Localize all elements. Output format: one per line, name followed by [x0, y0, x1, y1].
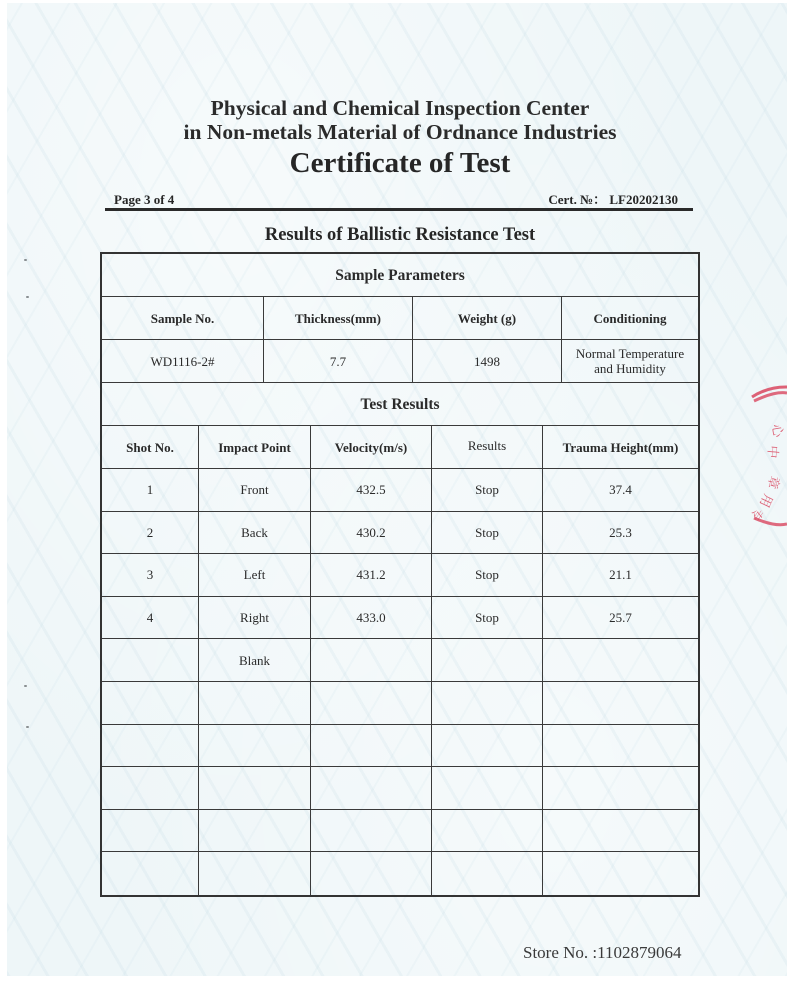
velocity-cell: 430.2 — [310, 512, 431, 554]
shot-no-cell: 3 — [146, 567, 154, 583]
result-cell — [431, 852, 542, 895]
svg-text:中: 中 — [763, 444, 780, 459]
sample-no-value: WD1116-2# — [150, 353, 215, 369]
result-row — [102, 852, 698, 895]
org-name-line1: Physical and Chemical Inspection Center — [210, 96, 590, 120]
header-conditioning: Conditioning — [561, 297, 698, 339]
result-row — [102, 810, 698, 853]
speck — [26, 726, 29, 728]
shot-no-cell: 4 — [146, 610, 154, 626]
header-velocity: Velocity(m/s) — [310, 426, 431, 468]
shot-no-cell — [102, 852, 198, 895]
header-impact-point: Impact Point — [198, 426, 310, 468]
svg-text:心: 心 — [768, 423, 786, 439]
conditioning-line2: and Humidity — [594, 361, 666, 376]
impact-point-cell — [198, 725, 310, 767]
results-table — [100, 252, 700, 897]
header-shot-no: Shot No. — [126, 439, 174, 455]
result-cell: Stop — [431, 469, 542, 511]
velocity-cell — [310, 682, 431, 724]
result-cell: Stop — [431, 554, 542, 596]
trauma-height-cell — [542, 725, 698, 767]
shot-no-cell — [102, 767, 198, 809]
test-results-title-row — [102, 383, 698, 426]
section-title: Results of Ballistic Resistance Test — [264, 225, 536, 245]
page-number: Page 3 of 4 — [114, 192, 175, 207]
result-cell — [431, 725, 542, 767]
trauma-height-cell — [542, 767, 698, 809]
header-rule — [105, 208, 693, 211]
result-row — [102, 682, 698, 725]
velocity-cell: 431.2 — [310, 554, 431, 596]
impact-point-cell — [198, 682, 310, 724]
impact-point-cell: Blank — [198, 639, 310, 681]
sample-parameters-title: Sample Parameters — [335, 266, 465, 284]
header-weight: Weight (g) — [412, 297, 561, 339]
org-name-line2: in Non-metals Material of Ordnance Industries — [183, 120, 617, 144]
header-thickness: Thickness(mm) — [263, 297, 412, 339]
result-cell — [431, 682, 542, 724]
result-cell: Stop — [431, 512, 542, 554]
result-cell — [431, 810, 542, 852]
shot-no-cell: 2 — [146, 524, 154, 540]
header-trauma-height: Trauma Height(mm) — [542, 426, 698, 468]
shot-no-cell: 1 — [146, 482, 154, 498]
svg-text:专: 专 — [747, 505, 767, 524]
certificate-number: Cert. №： LF20202130 — [548, 192, 678, 207]
speck — [24, 685, 27, 687]
result-row — [102, 639, 698, 682]
impact-point-cell: Right — [198, 597, 310, 639]
trauma-height-cell — [542, 639, 698, 681]
shot-no-cell — [102, 810, 198, 852]
result-row — [102, 767, 698, 810]
shot-no-cell — [102, 725, 198, 767]
impact-point-cell: Front — [198, 469, 310, 511]
speck — [24, 259, 27, 261]
header-sample-no: Sample No. — [150, 310, 215, 326]
result-row — [102, 554, 698, 597]
result-cell — [431, 767, 542, 809]
velocity-cell — [310, 639, 431, 681]
result-row — [102, 725, 698, 768]
result-cell: Stop — [431, 597, 542, 639]
scan-margin-right — [787, 0, 800, 1000]
velocity-cell — [310, 852, 431, 895]
result-row — [102, 469, 698, 512]
velocity-cell: 433.0 — [310, 597, 431, 639]
test-results-title: Test Results — [360, 395, 440, 413]
impact-point-cell — [198, 810, 310, 852]
thickness-value: 7.7 — [263, 340, 412, 382]
shot-no-cell — [102, 682, 198, 724]
velocity-cell: 432.5 — [310, 469, 431, 511]
sample-parameters-header-row — [102, 297, 698, 340]
store-number: Store No. :1102879064 — [523, 943, 682, 962]
impact-point-cell: Back — [198, 512, 310, 554]
trauma-height-cell: 21.1 — [542, 554, 698, 596]
trauma-height-cell — [542, 682, 698, 724]
impact-point-cell: Left — [198, 554, 310, 596]
header-results: Results — [431, 426, 542, 468]
trauma-height-cell: 37.4 — [542, 469, 698, 511]
shot-no-cell — [102, 639, 198, 681]
weight-value: 1498 — [412, 340, 561, 382]
trauma-height-cell: 25.3 — [542, 512, 698, 554]
test-results-header-row — [102, 426, 698, 469]
trauma-height-cell — [542, 852, 698, 895]
svg-text:章: 章 — [763, 473, 782, 491]
sample-parameters-values-row — [102, 340, 698, 383]
velocity-cell — [310, 725, 431, 767]
speck — [26, 296, 29, 298]
result-row — [102, 512, 698, 555]
conditioning-line1: Normal Temperature — [575, 346, 685, 361]
trauma-height-cell — [542, 810, 698, 852]
result-row — [102, 597, 698, 640]
trauma-height-cell: 25.7 — [542, 597, 698, 639]
velocity-cell — [310, 810, 431, 852]
official-seal — [735, 385, 787, 535]
certificate-title: Certificate of Test — [289, 147, 511, 179]
svg-text:用: 用 — [755, 491, 775, 510]
impact-point-cell — [198, 852, 310, 895]
scan-margin-bottom — [0, 976, 800, 1000]
result-cell — [431, 639, 542, 681]
impact-point-cell — [198, 767, 310, 809]
conditioning-value — [561, 340, 698, 382]
sample-parameters-title-row — [102, 254, 698, 297]
velocity-cell — [310, 767, 431, 809]
